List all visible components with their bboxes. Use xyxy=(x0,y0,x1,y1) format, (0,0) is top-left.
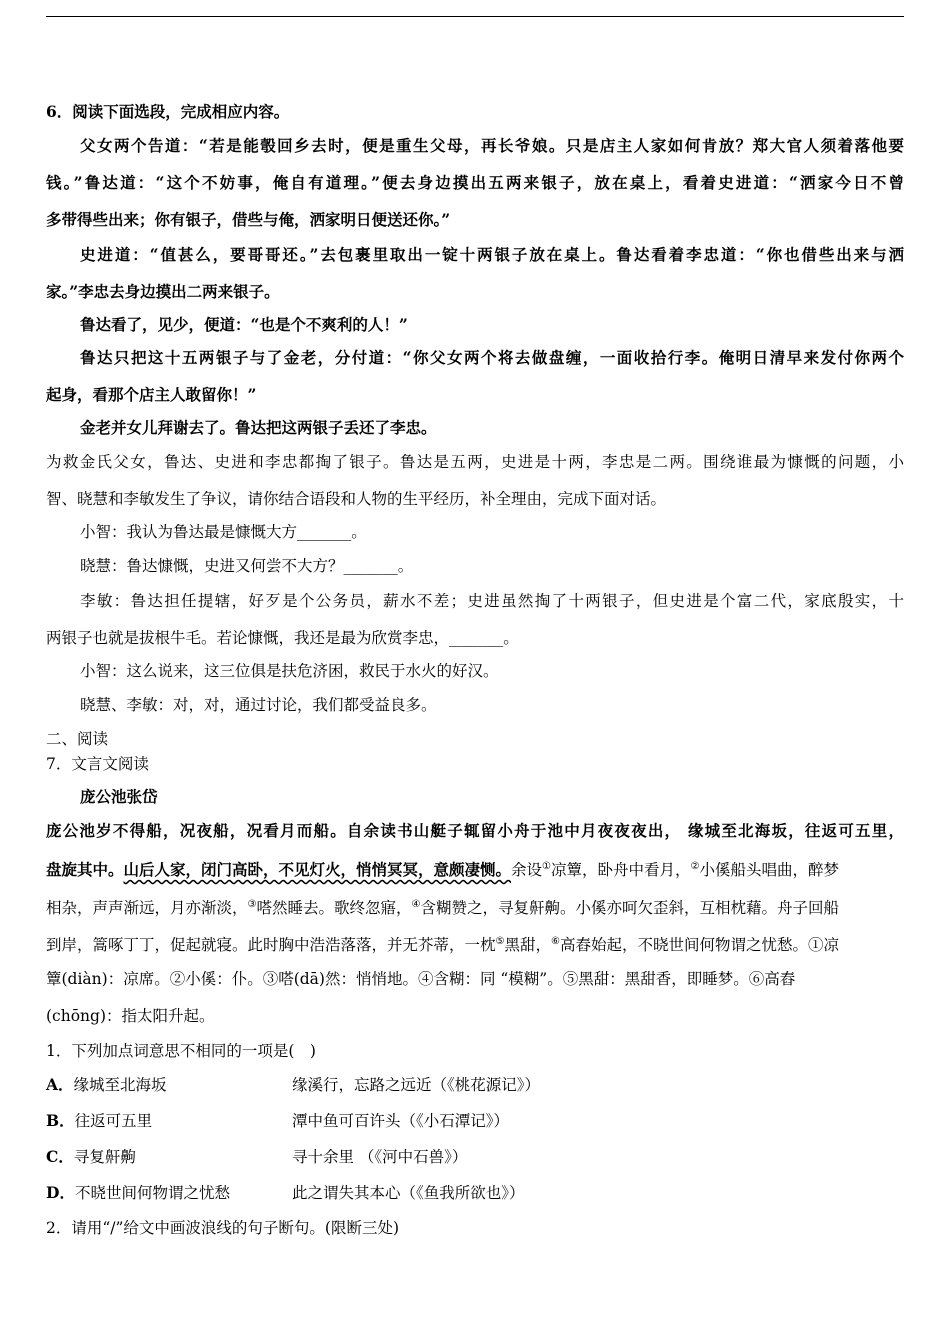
option-a: A．缘城至北海坂 xyxy=(46,1075,167,1094)
sub-question-1: 1．下列加点词意思不相同的一项是( ) xyxy=(46,1042,316,1060)
passage-line: 多带得些出来；你有银子，借些与俺，洒家明日便送还你。” xyxy=(46,210,451,229)
dialogue-line: 小智：我认为鲁达最是慷慨大方_______。 xyxy=(80,523,367,541)
option-c: C．寻复鼾齁 xyxy=(46,1147,136,1166)
passage-line: 史进道：“值甚么，要哥哥还。”去包裹里取出一锭十两银子放在桌上。鲁达看着李忠道：“你也借些出来与洒 xyxy=(80,245,904,264)
section-heading: 二、阅读 xyxy=(46,730,109,748)
question-7-title: 7．文言文阅读 xyxy=(46,755,149,773)
question-6-title: 6．阅读下面选段，完成相应内容。 xyxy=(46,102,290,121)
footnote-line: 簟(diàn)：凉席。②小傒：仆。③嗒(dā)然：悄悄地。④含糊：同 “模糊”。⑤黑甜：黑甜香，即睡梦。⑥高舂 xyxy=(46,970,796,988)
wavy-underlined-sentence: 山后人家，闭门高卧，不见灯火，悄悄冥冥，意颇凄恻。 xyxy=(123,860,512,880)
poem-title: 庞公池张岱 xyxy=(80,787,158,806)
option-d: D．不晓世间何物谓之忧愁 xyxy=(46,1183,230,1202)
passage-line: 鲁达只把这十五两银子与了金老，分付道：“你父女两个将去做盘缠，一面收拾行李。俺明日清早来发付你两个 xyxy=(80,348,904,367)
classical-text-line: 盘旋其中。山后人家，闭门高卧，不见灯火，悄悄冥冥，意颇凄恻。余设①凉簟，卧舟中看月，②小傒船头唱曲，醉梦 xyxy=(46,860,840,880)
option-b: B．往返可五里 xyxy=(46,1111,153,1130)
option-c-compare: 寻十余里 （《河中石兽》） xyxy=(292,1148,468,1166)
intro-line: 智、晓慧和李敏发生了争议，请你结合语段和人物的生平经历，补全理由，完成下面对话。 xyxy=(46,490,667,508)
dialogue-line: 李敏：鲁达担任提辖，好歹是个公务员，薪水不差；史进虽然掏了十两银子，但史进是个富二代，家底殷实，十 xyxy=(80,592,904,610)
passage-line: 金老并女儿拜谢去了。鲁达把这两银子丢还了李忠。 xyxy=(80,418,437,437)
option-a-compare: 缘溪行，忘路之远近（《桃花源记》） xyxy=(292,1076,541,1094)
option-d-compare: 此之谓失其本心（《鱼我所欲也》） xyxy=(292,1184,525,1202)
header-rule xyxy=(46,16,904,17)
passage-line: 家。”李忠去身边摸出二两来银子。 xyxy=(46,282,280,301)
passage-line: 父女两个告道：“若是能彀回乡去时，便是重生父母，再长爷娘。只是店主人家如何肯放？郑大官人须着落他要 xyxy=(80,136,904,155)
sub-question-2: 2．请用“/”给文中画波浪线的句子断句。(限断三处) xyxy=(46,1219,400,1237)
option-b-compare: 潭中鱼可百许头（《小石潭记》） xyxy=(292,1112,510,1130)
classical-text-line: 庞公池岁不得船，况夜船，况看月而船。自余读书山艇子辄留小舟于池中月夜夜夜出， 缘城至北海坂，往返可五里， xyxy=(46,821,904,840)
classical-text-line: 到岸，篙啄丁丁，促起就寝。此时胸中浩浩落落，并无芥蒂，一枕⑤黑甜，⑥高舂始起，不晓世间何物谓之忧愁。①凉 xyxy=(46,936,839,955)
passage-line: 鲁达看了，见少，便道：“也是个不爽利的人！” xyxy=(80,315,408,334)
passage-line: 钱。”鲁达道：“这个不妨事，俺自有道理。”便去身边摸出五两来银子，放在桌上，看着史进道：“洒家今日不曾 xyxy=(46,173,904,192)
dialogue-line: 晓慧、李敏：对，对，通过讨论，我们都受益良多。 xyxy=(80,696,437,714)
intro-line: 为救金氏父女，鲁达、史进和李忠都掏了银子。鲁达是五两，史进是十两，李忠是二两。围绕谁最为慷慨的问题，小 xyxy=(46,453,904,471)
dialogue-line: 晓慧：鲁达慷慨，史进又何尝不大方？_______。 xyxy=(80,557,414,575)
passage-line: 起身，看那个店主人敢留你！” xyxy=(46,385,257,404)
dialogue-line: 两银子也就是拔根牛毛。若论慷慨，我还是最为欣赏李忠，_______。 xyxy=(46,629,519,647)
footnote-line: (chōng)：指太阳升起。 xyxy=(46,1007,215,1025)
dialogue-line: 小智：这么说来，这三位俱是扶危济困，救民于水火的好汉。 xyxy=(80,662,499,680)
classical-text-line: 相杂，声声渐远，月亦渐淡，③嗒然睡去。歌终忽寤，④含糊赞之，寻复鼾齁。小傒亦呵欠歪斜，互相枕藉。舟子回船 xyxy=(46,899,839,918)
